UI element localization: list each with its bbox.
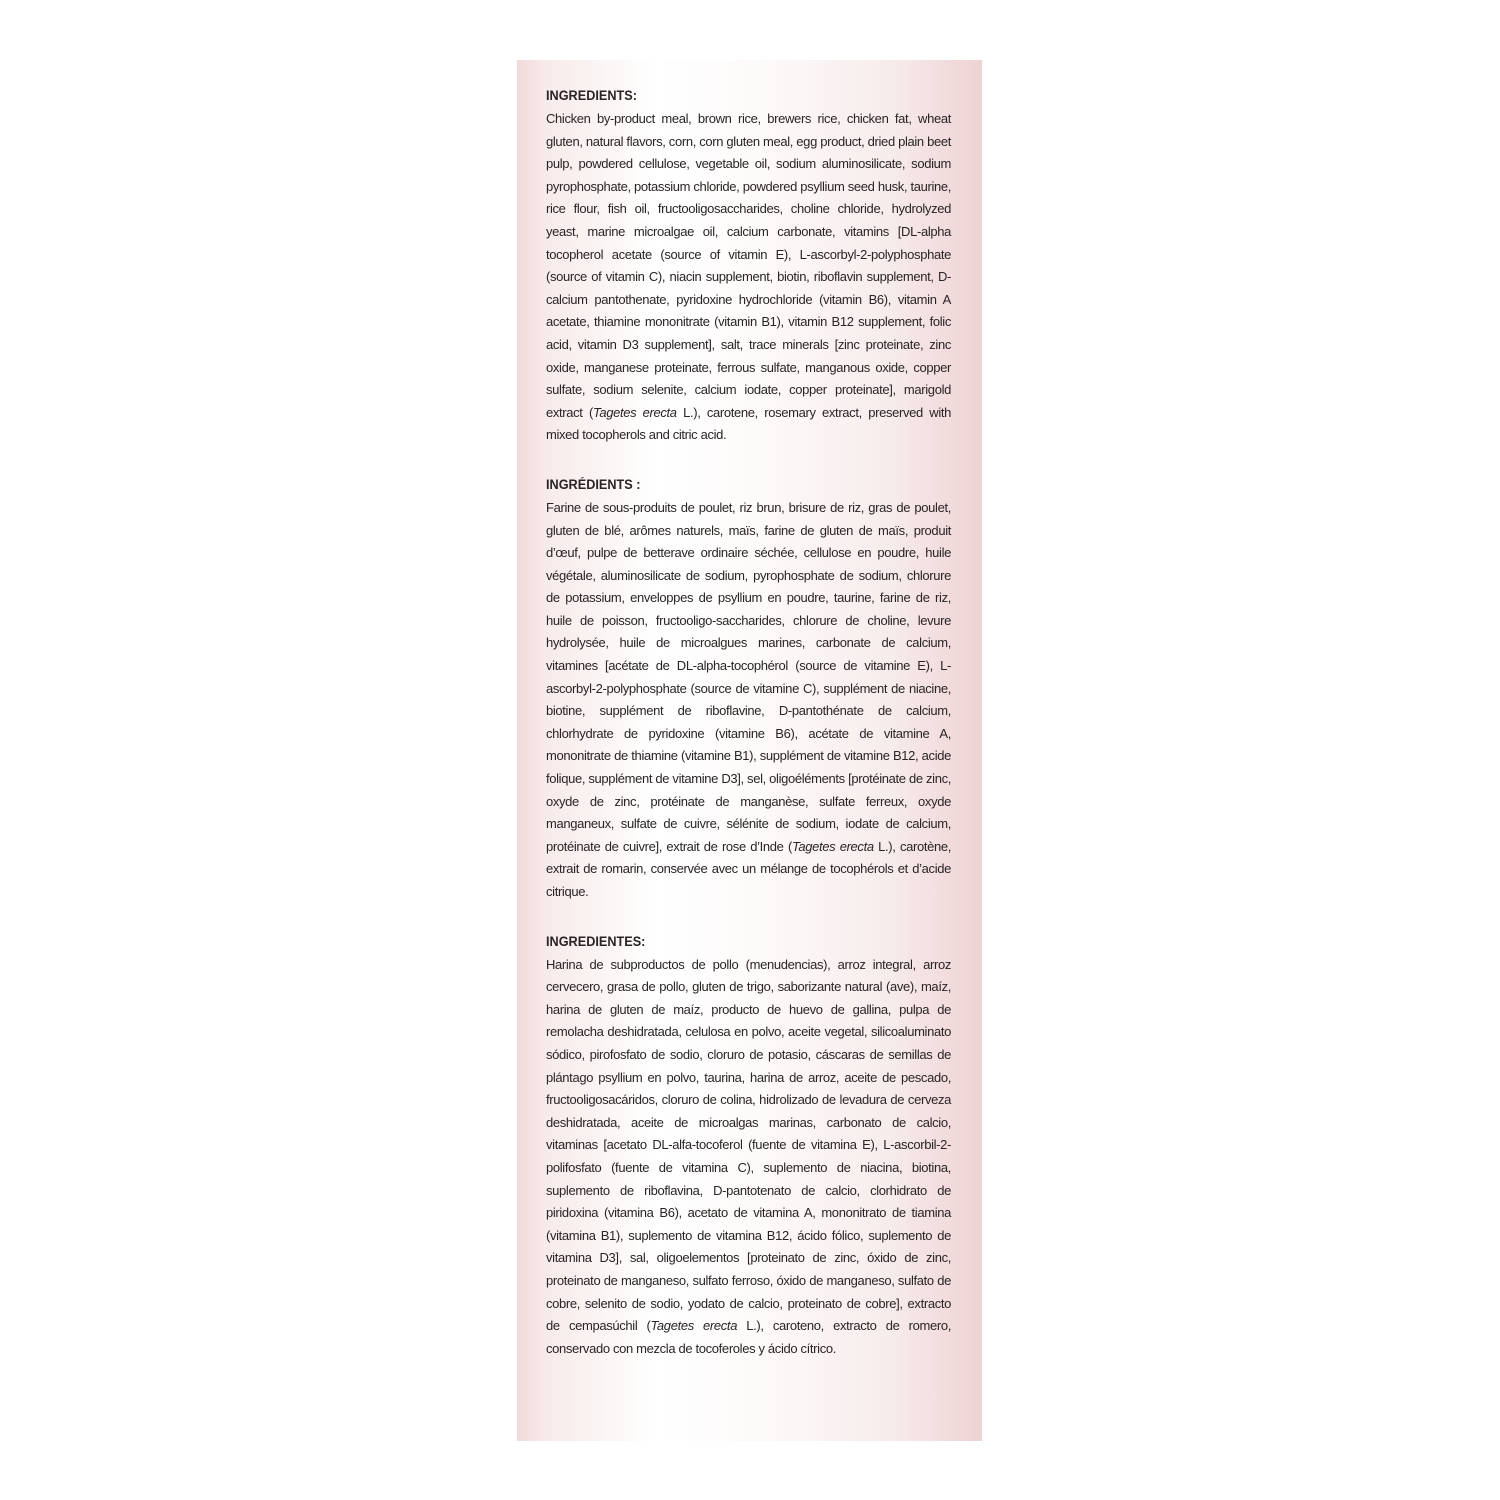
ingredients-list-french (546, 497, 951, 904)
ingredients-text-french-part1: Farine de sous-produits de poulet, riz brun, brisure de riz, gras de poulet, gluten de blé, arômes naturels, maïs, farine de gluten de maïs, produit d’œuf, pulpe de betterave ordinaire séchée, cellulose en poudre, huile végétale, aluminosilicate de sodium, pyrophosphate de sodium, chlorure de potassium, enveloppes de psyllium en poudre, taurine, farine de riz, huile de poisson, fructooligo-saccharides, chlorure de choline, levure hydrolysée, huile de microalgues marines, carbonate de calcium, vitamines [acétate de DL-alpha-tocophérol (source de vitamine E), L-ascorbyl-2-polyphosphate (source de vitamine C), supplément de niacine, biotine, supplément de riboflavine, D-pantothénate de calcium, chlorhydrate de pyridoxine (vitamine B6), acétate de vitamine A, mononitrate de thiamine (vitamine B1), supplément de vitamine B12, acide folique, supplément de vitamine D3], sel, oligoéléments [protéinate de zinc, oxyde de zinc, protéinate de manganèse, sulfate ferreux, oxyde manganeux, sulfate de cuivre, sélénite de sodium, iodate de calcium, protéinate de cuivre], extrait de rose d’Inde ( (546, 499, 951, 854)
ingredients-italic-french: Tagetes erecta (791, 838, 874, 854)
ingredients-list-english (546, 108, 951, 447)
ingredients-italic-english: Tagetes erecta (592, 404, 677, 420)
ingredients-section-spanish (546, 932, 951, 1361)
ingredients-text-spanish-part2: L.), caroteno, extracto de romero, conservado con mezcla de tocoferoles y ácido cítrico. (546, 1318, 952, 1356)
ingredients-heading-french: INGRÉDIENTS : (546, 476, 641, 492)
ingredients-text-french-part2: L.), carotène, extrait de romarin, conservée avec un mélange de tocophérols et d’acide citrique. (546, 838, 951, 899)
ingredients-italic-spanish: Tagetes erecta (650, 1318, 738, 1334)
ingredients-text-english-part2: L.), carotene, rosemary extract, preserved with mixed tocopherols and citric acid. (546, 404, 951, 443)
ingredients-heading-spanish: INGREDIENTES: (546, 933, 646, 949)
ingredients-text-spanish-part1: Harina de subproductos de pollo (menudencias), arroz integral, arroz cervecero, grasa de pollo, gluten de trigo, saborizante natural (ave), maíz, harina de gluten de maíz, producto de huevo de gallina, pulpa de remolacha deshidratada, celulosa en polvo, aceite vegetal, silicoaluminato sódico, pirofosfato de sodio, cloruro de potasio, cáscaras de semillas de plántago psyllium en polvo, taurina, harina de arroz, aceite de pescado, fructooligosacáridos, cloruro de colina, hidrolizado de levadura de cerveza deshidratada, aceite de microalgas marinas, carbonato de calcio, vitaminas [acetato DL-alfa-tocoferol (fuente de vitamina E), L-ascorbil-2-polifosfato (fuente de vitamina C), suplemento de niacina, biotina, suplemento de riboflavina, D-pantotenato de calcio, clorhidrato de piridoxina (vitamina B6), acetato de vitamina A, mononitrato de tiamina (vitamina B1), suplemento de vitamina B12, ácido fólico, suplemento de vitamina D3], sal, oligoelementos [proteinato de zinc, óxido de zinc, proteinato de manganeso, sulfato ferroso, óxido de manganeso, sulfato de cobre, selenito de sodio, yodato de calcio, proteinato de cobre], extracto de cempasúchil ( (546, 956, 951, 1334)
ingredients-heading-english: INGREDIENTS: (546, 88, 637, 103)
ingredients-section-french (546, 475, 951, 904)
ingredients-list-spanish (546, 954, 951, 1361)
ingredients-section-english (546, 86, 951, 447)
ingredients-text-english-part1: Chicken by-product meal, brown rice, brewers rice, chicken fat, wheat gluten, natural flavors, corn, corn gluten meal, egg product, dried plain beet pulp, powdered cellulose, vegetable oil, sodium aluminosilicate, sodium pyrophosphate, potassium chloride, powdered psyllium seed husk, taurine, rice flour, fish oil, fructooligosaccharides, choline chloride, hydrolyzed yeast, marine microalgae oil, calcium carbonate, vitamins [DL-alpha tocopherol acetate (source of vitamin E), L-ascorbyl-2-polyphosphate (source of vitamin C), niacin supplement, biotin, riboflavin supplement, D-calcium pantothenate, pyridoxine hydrochloride (vitamin B6), vitamin A acetate, thiamine mononitrate (vitamin B1), vitamin B12 supplement, folic acid, vitamin D3 supplement], salt, trace minerals [zinc proteinate, zinc oxide, manganese proteinate, ferrous sulfate, manganous oxide, copper sulfate, sodium selenite, calcium iodate, copper proteinate], marigold extract ( (546, 111, 951, 420)
ingredients-label-panel (517, 60, 982, 1441)
